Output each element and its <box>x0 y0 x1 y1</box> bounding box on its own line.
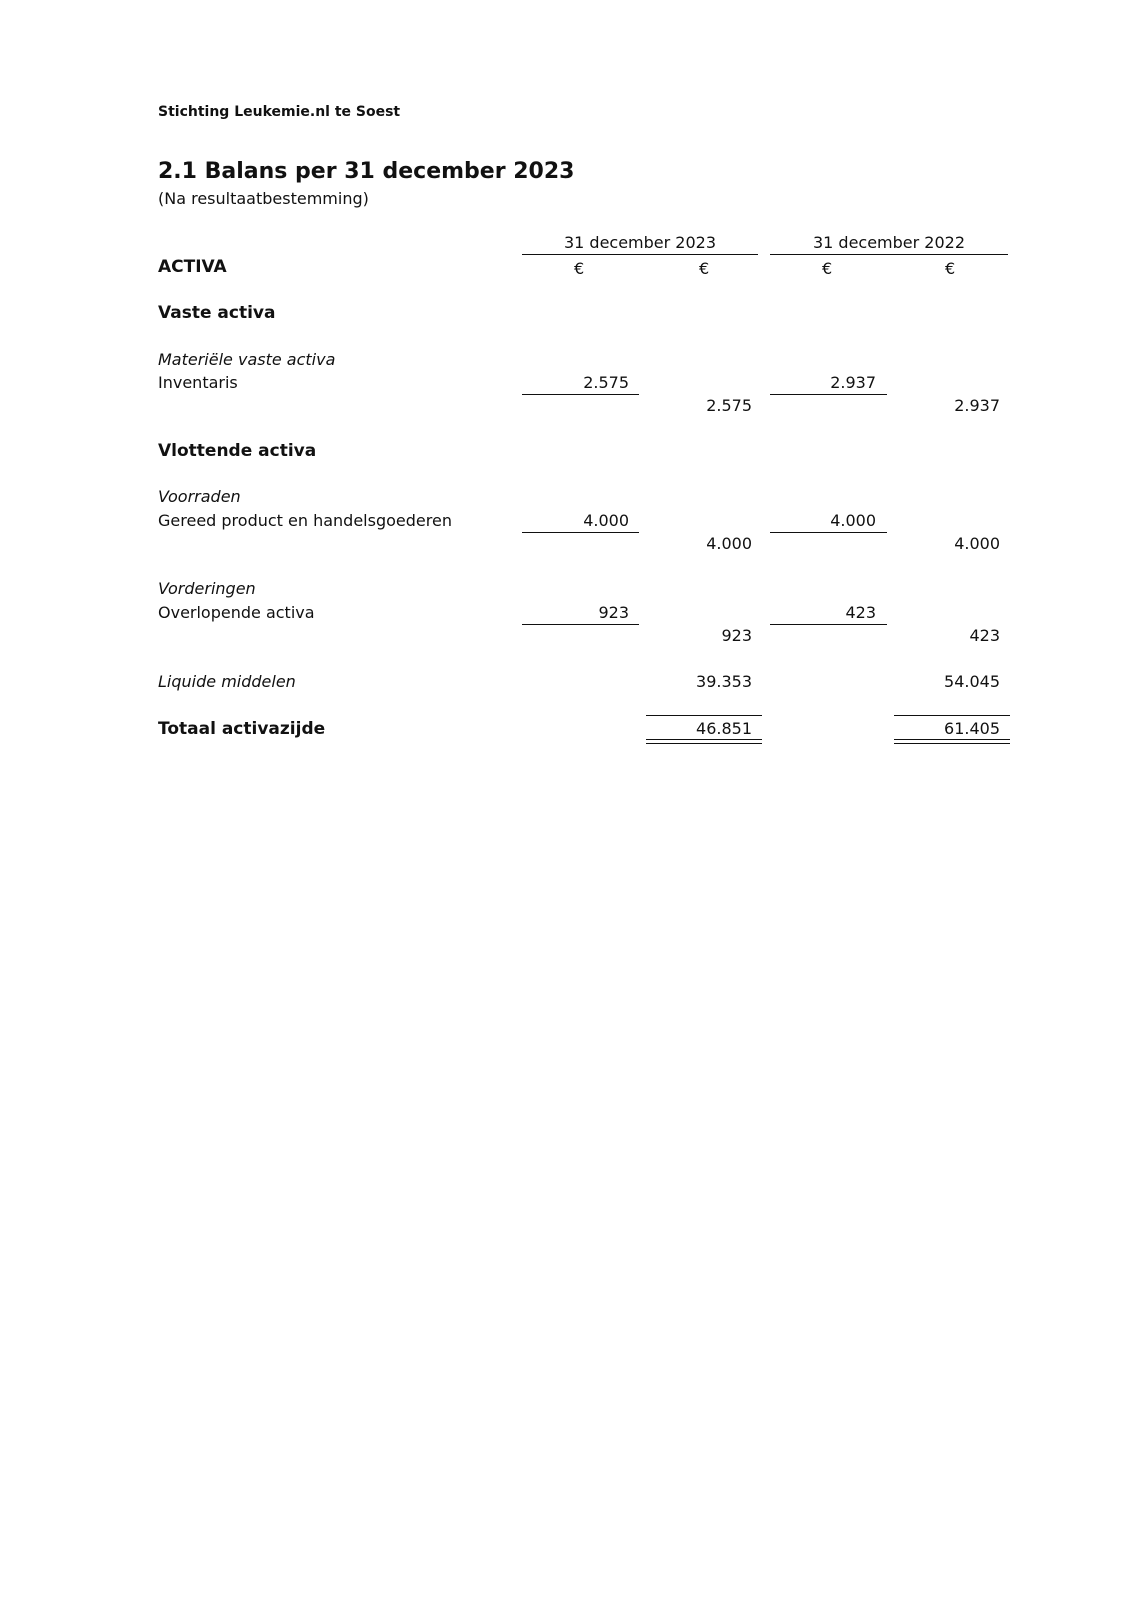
total-double-underline <box>646 739 762 744</box>
total-top-line <box>894 715 1010 716</box>
column-header-underline-2023 <box>522 254 758 255</box>
subtotal-line <box>522 624 639 625</box>
item-inventaris: Inventaris <box>158 373 238 392</box>
value-vorderingen-2023-total: 923 <box>721 626 752 645</box>
column-header-2023: 31 december 2023 <box>563 233 717 252</box>
subtotal-line <box>770 394 887 395</box>
value-total-2023: 46.851 <box>696 719 752 738</box>
subtotal-line <box>770 532 887 533</box>
value-voorraden-2023-detail: 4.000 <box>583 511 629 530</box>
organization-name: Stichting Leukemie.nl te Soest <box>158 104 401 120</box>
subtotal-line <box>770 624 887 625</box>
category-liquide-middelen: Liquide middelen <box>158 672 296 691</box>
value-inventaris-2023-detail: 2.575 <box>583 373 629 392</box>
page-subtitle: (Na resultaatbestemming) <box>158 189 369 208</box>
column-header-underline-2022 <box>770 254 1008 255</box>
value-total-2022: 61.405 <box>944 719 1000 738</box>
heading-vaste-activa: Vaste activa <box>158 303 276 323</box>
subtotal-line <box>522 532 639 533</box>
category-vorderingen: Vorderingen <box>158 579 256 598</box>
category-voorraden: Voorraden <box>158 487 241 506</box>
currency-symbol: € <box>945 259 956 278</box>
value-inventaris-2023-total: 2.575 <box>706 396 752 415</box>
value-liquide-middelen-2023: 39.353 <box>696 672 752 691</box>
value-inventaris-2022-detail: 2.937 <box>830 373 876 392</box>
value-vorderingen-2022-total: 423 <box>969 626 1000 645</box>
item-overlopende-activa: Overlopende activa <box>158 603 315 622</box>
value-vorderingen-2022-detail: 423 <box>845 603 876 622</box>
category-materiele-vaste-activa: Materiële vaste activa <box>158 350 336 369</box>
section-label-activa: ACTIVA <box>158 257 227 277</box>
value-vorderingen-2023-detail: 923 <box>598 603 629 622</box>
value-voorraden-2022-total: 4.000 <box>954 534 1000 553</box>
total-double-underline <box>894 739 1010 744</box>
page-title: 2.1 Balans per 31 december 2023 <box>158 159 575 184</box>
value-voorraden-2022-detail: 4.000 <box>830 511 876 530</box>
value-inventaris-2022-total: 2.937 <box>954 396 1000 415</box>
total-top-line <box>646 715 762 716</box>
currency-symbol: € <box>574 259 585 278</box>
heading-vlottende-activa: Vlottende activa <box>158 441 317 461</box>
column-header-2022: 31 december 2022 <box>812 233 966 252</box>
currency-symbol: € <box>699 259 710 278</box>
value-liquide-middelen-2022: 54.045 <box>944 672 1000 691</box>
value-voorraden-2023-total: 4.000 <box>706 534 752 553</box>
item-gereed-product: Gereed product en handelsgoederen <box>158 511 452 530</box>
subtotal-line <box>522 394 639 395</box>
currency-symbol: € <box>822 259 833 278</box>
total-label: Totaal activazijde <box>158 719 326 739</box>
